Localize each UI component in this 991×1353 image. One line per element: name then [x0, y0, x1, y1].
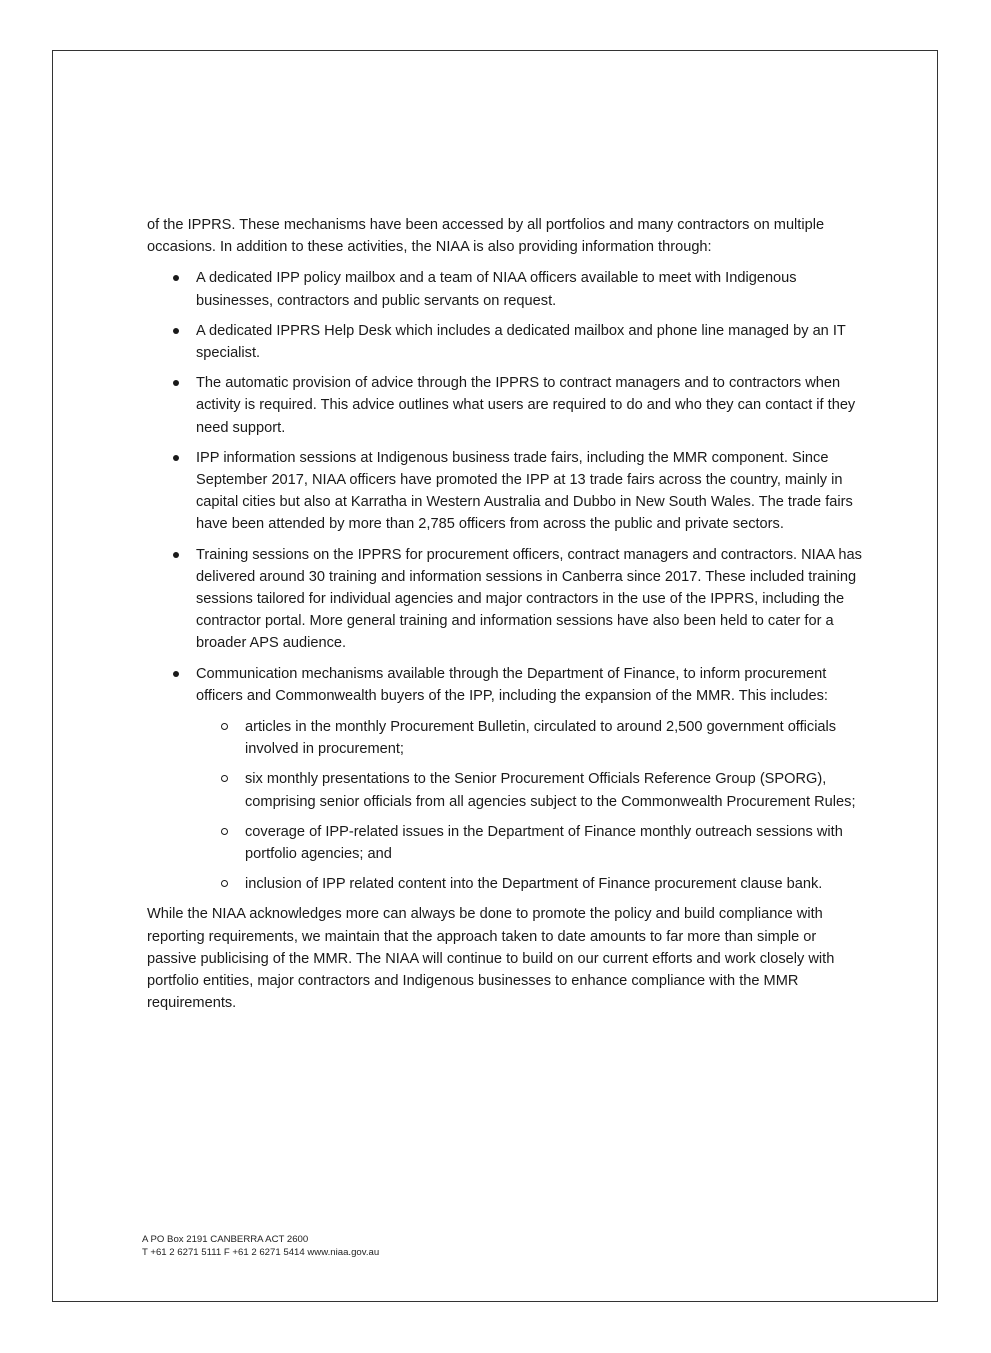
sub-bullet-item-clause-bank: [196, 873, 865, 895]
sub-bullet-item-bulletin: [196, 716, 865, 760]
sub-bullet-text: inclusion of IPP related content into the Department of Finance procurement clause bank.: [245, 876, 823, 893]
bullet-item-communication: [147, 663, 865, 896]
sub-bullet-text: articles in the monthly Procurement Bulletin, circulated to around 2,500 government officials involved in procurement;: [245, 719, 837, 758]
sub-bullet-text: six monthly presentations to the Senior Procurement Officials Reference Group (SPORG), comprising senior officials from all agencies subject to the Commonwealth Procurement Rules;: [245, 771, 856, 810]
intro-paragraph: of the IPPRS. These mechanisms have been accessed by all portfolios and many contractors on multiple occasions. In addition to these activities, the NIAA is also providing information through:: [147, 217, 825, 256]
bullet-text: Training sessions on the IPPRS for procurement officers, contract managers and contractors. NIAA has delivered around 30 training and information sessions in Canberra since 2017. These included training sessions tailored for individual agencies and major contractors in the use of the IPPRS, including the contractor portal. More general training and information sessions have also been held to cater for a broader APS audience.: [196, 546, 862, 652]
bullet-text: The automatic provision of advice through the IPPRS to contract managers and to contractors when activity is required. This advice outlines what users are required to do and who they can contact if they need support.: [196, 375, 856, 436]
footer-contact: T +61 2 6271 5111 F +61 2 6271 5414 www.niaa.gov.au: [142, 1247, 380, 1258]
bullet-list: [147, 267, 865, 895]
sub-bullet-item-sporg: [196, 768, 865, 812]
document-body: [147, 214, 865, 1015]
bullet-item-help-desk: [147, 320, 865, 364]
bullet-text: Communication mechanisms available through the Department of Finance, to inform procurement officers and Commonwealth buyers of the IPP, including the expansion of the MMR. This includes:: [196, 665, 828, 704]
footer: [142, 1233, 379, 1259]
sub-bullet-item-outreach: [196, 821, 865, 865]
footer-address: A PO Box 2191 CANBERRA ACT 2600: [142, 1234, 309, 1245]
sub-bullet-text: coverage of IPP-related issues in the Department of Finance monthly outreach sessions with portfolio agencies; and: [245, 823, 843, 863]
sub-bullet-list: [196, 716, 865, 895]
bullet-item-training-sessions: [147, 544, 865, 655]
bullet-item-trade-fairs: [147, 447, 865, 536]
bullet-text: IPP information sessions at Indigenous business trade fairs, including the MMR component. Since September 2017, NIAA officers have promoted the IPP at 13 trade fairs across the country, mainly in capital cities but also at Karratha in Western Australia and Dubbo in New South Wales. The trade fairs have been attended by more than 2,785 officers from across the public and private sectors.: [196, 449, 853, 533]
bullet-text: A dedicated IPP policy mailbox and a team of NIAA officers available to meet with Indigenous businesses, contractors and public servants on request.: [196, 270, 797, 309]
bullet-item-policy-mailbox: [147, 267, 865, 311]
closing-paragraph: While the NIAA acknowledges more can always be done to promote the policy and build compliance with reporting requirements, we maintain that the approach taken to date amounts to far more than simple or passive publicising of the MMR. The NIAA will continue to build on our current efforts and work closely with portfolio entities, major contractors and Indigenous businesses to enhance compliance with the MMR requirements.: [147, 906, 835, 1012]
bullet-text: A dedicated IPPRS Help Desk which includes a dedicated mailbox and phone line managed by an IT specialist.: [196, 322, 846, 362]
bullet-item-automatic-advice: [147, 372, 865, 439]
